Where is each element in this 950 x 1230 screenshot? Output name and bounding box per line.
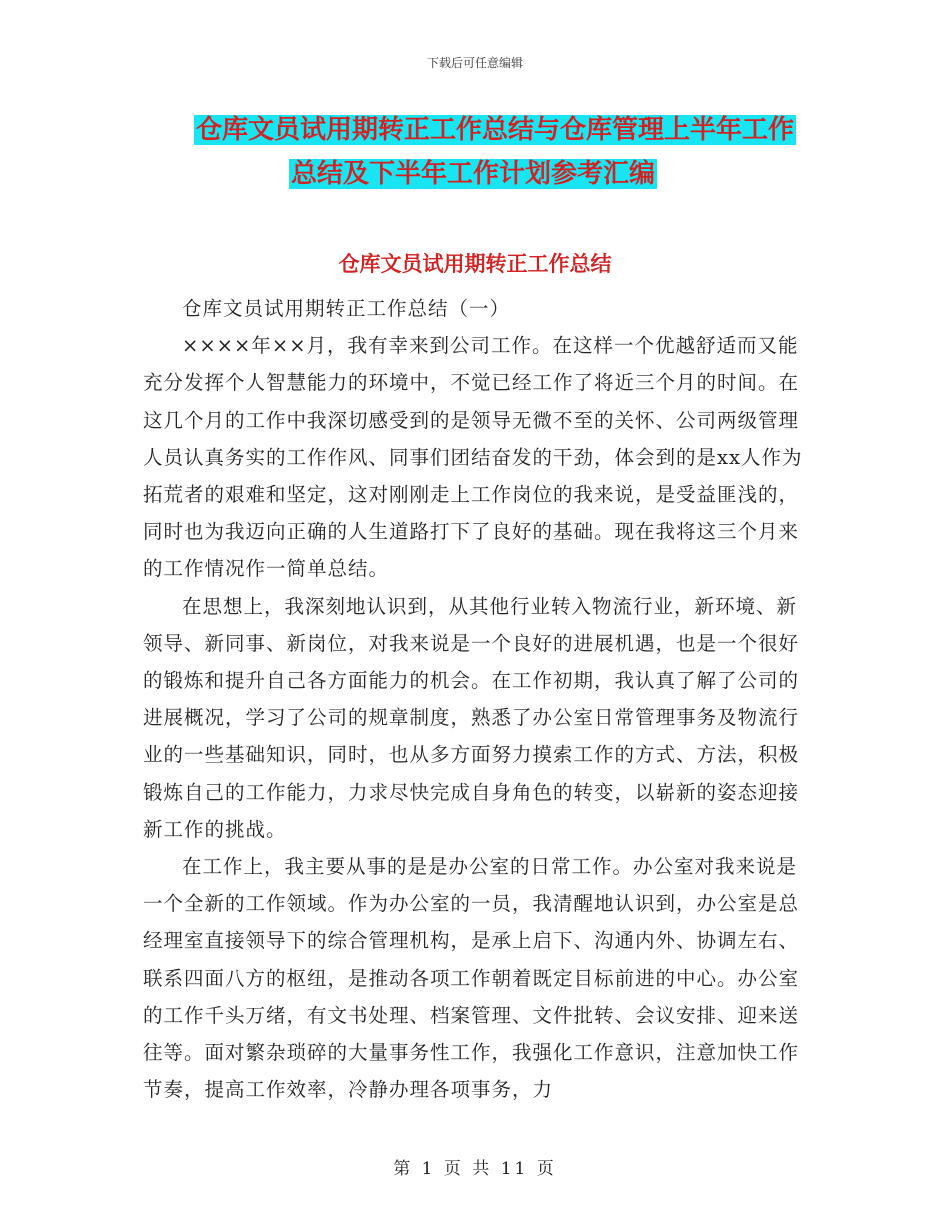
page-number: 第 1 页 共 11 页 (393, 1159, 557, 1179)
paragraph: ××××年××月，我有幸来到公司工作。在这样一个优越舒适而又能充分发挥个人智慧能力的环境中，不觉已经工作了将近三个月的时间。在这几个月的工作中我深切感受到的是领导无微不至的关怀、公司两级管理人员认真务实的工作作风、同事们团结奋发的干劲，体会到的是xx人作为拓荒者的艰难和坚定，这对刚刚走上工作岗位的我来说，是受益匪浅的，同时也为我迈向正确的人生道路打下了良好的基础。现在我将这三个月来的工作情况作一简单总结。 (143, 334, 803, 581)
section-title: 仓库文员试用期转正工作总结 (338, 251, 612, 276)
document-body (143, 290, 803, 1108)
title-line-2 (0, 152, 950, 196)
document-title (0, 108, 950, 196)
title-line-1-text: 仓库文员试用期转正工作总结与仓库管理上半年工作 (195, 115, 794, 145)
page-header-note: 下载后可任意编辑 (426, 56, 523, 70)
paragraph: 在思想上，我深刻地认识到，从其他行业转入物流行业，新环境、新领导、新同事、新岗位，对我来说是一个良好的进展机遇，也是一个很好的锻炼和提升自己各方面能力的机会。在工作初期，我认真了解了公司的进展概况，学习了公司的规章制度，熟悉了办公室日常管理事务及物流行业的一些基础知识，同时，也从多方面努力摸索工作的方式、方法，积极锻炼自己的工作能力，力求尽快完成自身角色的转变，以崭新的姿态迎接新工作的挑战。 (143, 594, 800, 841)
title-line-2-text: 总结及下半年工作计划参考汇编 (291, 159, 656, 189)
paragraph: 在工作上，我主要从事的是是办公室的日常工作。办公室对我来说是一个全新的工作领域。作为办公室的一员，我清醒地认识到，办公室是总经理室直接领导下的综合管理机构，是承上启下、沟通内外、协调左右、联系四面八方的枢纽，是推动各项工作朝着既定目标前进的中心。办公室的工作千头万绪，有文书处理、档案管理、文件批转、会议安排、迎来送往等。面对繁杂琐碎的大量事务性工作，我强化工作意识，注意加快工作节奏，提高工作效率，冷静办理各项事务，力 (143, 855, 800, 1102)
paragraph-heading: 仓库文员试用期转正工作总结（一） (182, 297, 511, 320)
title-line-1 (0, 108, 950, 152)
